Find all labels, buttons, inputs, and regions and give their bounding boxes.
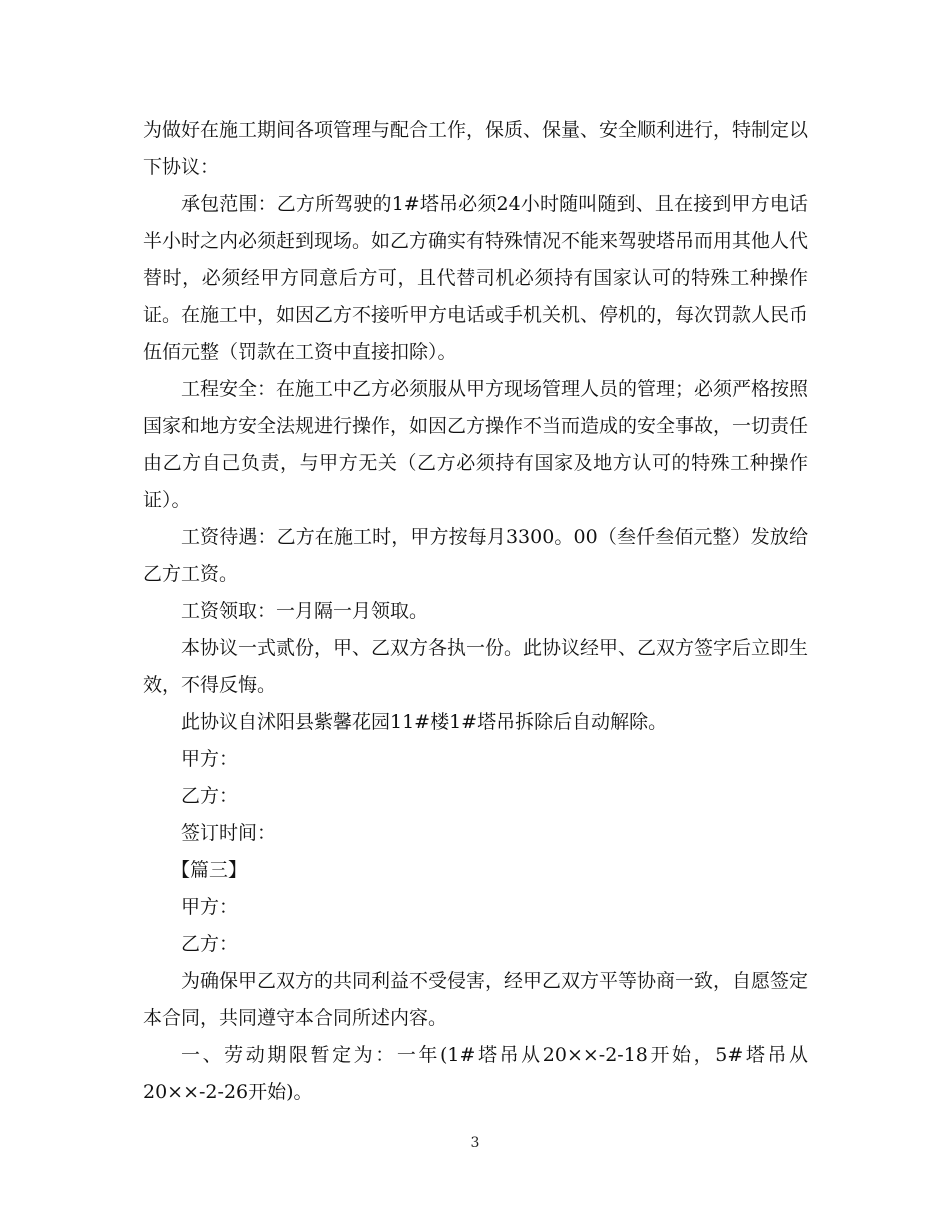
party-b-label-2: 乙方： bbox=[181, 933, 239, 955]
paragraph-safety: 工程安全：在施工中乙方必须服从甲方现场管理人员的管理；必须严格按照国家和地方安全法规进行操作，如因乙方操作不当而造成的安全事故，一切责任由乙方自己负责，与甲方无关（乙方必须持有国家及地方认可的特殊工种操作证）。 bbox=[143, 378, 809, 511]
paragraph-intro: 为做好在施工期间各项管理与配合工作，保质、保量、安全顺利进行，特制定以下协议： bbox=[143, 119, 809, 178]
party-a-label-2: 甲方： bbox=[181, 896, 239, 918]
paragraph-labor-term: 一、劳动期限暂定为：一年(1#塔吊从20××-2-18开始，5#塔吊从20××-2-26开始)。 bbox=[143, 1044, 808, 1103]
paragraph-scope: 承包范围：乙方所驾驶的1#塔吊必须24小时随叫随到、且在接到甲方电话半小时之内必须赶到现场。如乙方确实有特殊情况不能来驾驶塔吊而用其他人代替时，必须经甲方同意后方可，且代替司机必须持有国家认可的特殊工种操作证。在施工中，如因乙方不接听甲方电话或手机关机、停机的，每次罚款人民币伍佰元整（罚款在工资中直接扣除）。 bbox=[143, 193, 809, 363]
section-heading: 【篇三】 bbox=[171, 859, 248, 881]
signing-date-label: 签订时间： bbox=[181, 822, 277, 844]
page-number: 3 bbox=[470, 1135, 480, 1151]
paragraph-copies: 本协议一式贰份，甲、乙双方各执一份。此协议经甲、乙双方签字后立即生效，不得反悔。 bbox=[143, 637, 809, 696]
paragraph-contract-purpose: 为确保甲乙双方的共同利益不受侵害，经甲乙双方平等协商一致，自愿签定本合同，共同遵守本合同所述内容。 bbox=[143, 970, 809, 1029]
paragraph-termination: 此协议自沭阳县紫馨花园11#楼1#塔吊拆除后自动解除。 bbox=[181, 711, 668, 733]
party-b-label: 乙方： bbox=[181, 785, 239, 807]
paragraph-salary-collection: 工资领取：一月隔一月领取。 bbox=[181, 600, 429, 622]
paragraph-salary: 工资待遇：乙方在施工时，甲方按每月3300。00（叁仟叁佰元整）发放给乙方工资。 bbox=[143, 526, 808, 585]
document-body bbox=[143, 112, 808, 1111]
party-a-label: 甲方： bbox=[181, 748, 239, 770]
